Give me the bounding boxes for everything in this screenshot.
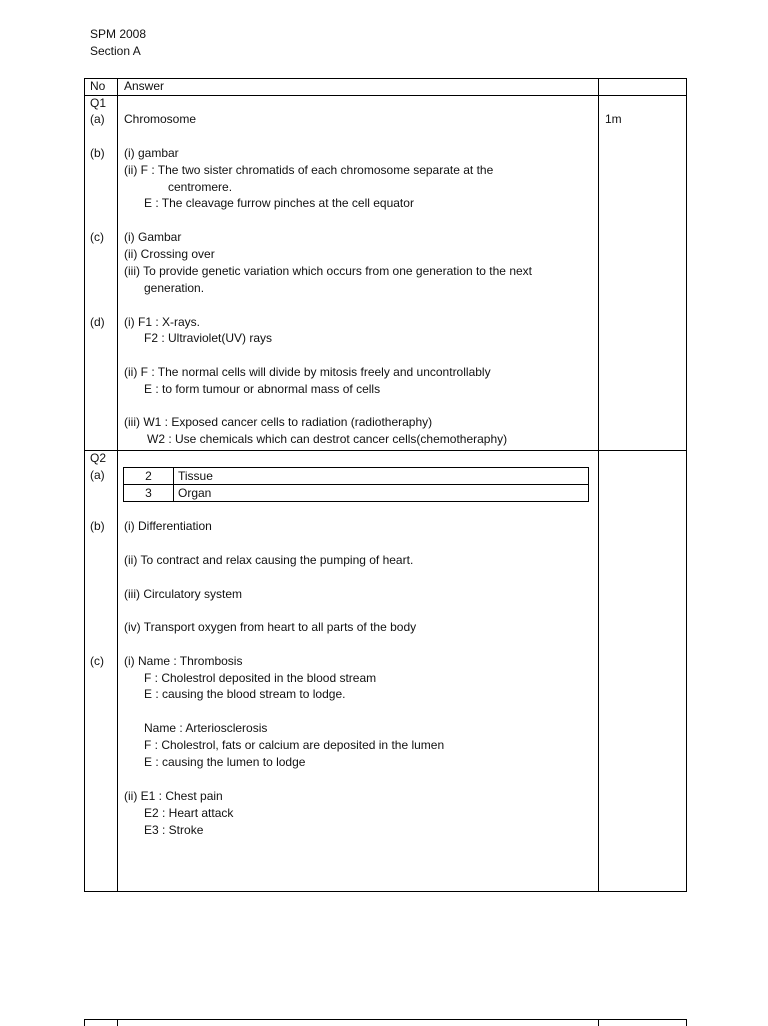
q1-c-label: (c) <box>90 230 104 244</box>
q1-b-line: E : The cleavage furrow pinches at the cell equator <box>144 196 414 210</box>
q2-c-line: (ii) E1 : Chest pain <box>124 789 223 803</box>
q1-c-line: (i) Gambar <box>124 230 182 244</box>
q2-c-line: (i) Name : Thrombosis <box>124 654 243 668</box>
q2-label: Q2 <box>90 451 107 465</box>
mini-table-text: Tissue <box>174 468 589 485</box>
q2-c-line: E2 : Heart attack <box>144 806 234 820</box>
q1-a-answer: Chromosome <box>124 112 197 126</box>
q1-b-line: centromere. <box>168 180 233 194</box>
q1-d-line: F2 : Ultraviolet(UV) rays <box>144 331 273 345</box>
q1-b-line: (i) gambar <box>124 146 179 160</box>
q1-c-line: (ii) Crossing over <box>124 247 215 261</box>
col-header-no: No <box>90 79 106 93</box>
q1-d-label: (d) <box>90 315 105 329</box>
section-title: Section A <box>90 44 141 58</box>
q2-b-line: (iv) Transport oxygen from heart to all parts of the body <box>124 620 417 634</box>
col-header-answer: Answer <box>124 79 165 93</box>
q1-b-label: (b) <box>90 146 105 160</box>
q2-c-line: F : Cholestrol deposited in the blood stream <box>144 671 377 685</box>
mini-table-number: 2 <box>124 468 174 485</box>
q1-label: Q1 <box>90 96 107 110</box>
q1-d-line: W2 : Use chemicals which can destrot cancer cells(chemotheraphy) <box>147 432 508 446</box>
q1-a-label: (a) <box>90 112 105 126</box>
q1-d-line: (iii) W1 : Exposed cancer cells to radiation (radiotheraphy) <box>124 415 433 429</box>
q2-c-line: Name : Arteriosclerosis <box>144 721 268 735</box>
next-table-edge <box>84 1019 687 1026</box>
q2-b-line: (ii) To contract and relax causing the pumping of heart. <box>124 553 414 567</box>
q2-c-line: E : causing the blood stream to lodge. <box>144 687 346 701</box>
table-row <box>124 468 589 485</box>
q2-b-label: (b) <box>90 519 105 533</box>
q2-a-mini-table <box>123 467 589 502</box>
q2-c-line: E3 : Stroke <box>144 823 204 837</box>
q2-c-line: E : causing the lumen to lodge <box>144 755 306 769</box>
q1-b-line: (ii) F : The two sister chromatids of each chromosome separate at the <box>124 163 494 177</box>
q1-d-line: (i) F1 : X-rays. <box>124 315 201 329</box>
q2-c-line: F : Cholestrol, fats or calcium are deposited in the lumen <box>144 738 445 752</box>
q2-b-line: (iii) Circulatory system <box>124 587 243 601</box>
mini-table-text: Organ <box>174 485 589 502</box>
q1-c-line: (iii) To provide genetic variation which occurs from one generation to the next <box>124 264 532 278</box>
mini-table-number: 3 <box>124 485 174 502</box>
table-row <box>124 485 589 502</box>
q1-a-mark: 1m <box>605 112 622 126</box>
q1-d-line: E : to form tumour or abnormal mass of cells <box>144 382 381 396</box>
q2-b-line: (i) Differentiation <box>124 519 212 533</box>
q1-c-line: generation. <box>144 281 205 295</box>
q2-a-label: (a) <box>90 468 105 482</box>
q1-d-line: (ii) F : The normal cells will divide by mitosis freely and uncontrollably <box>124 365 491 379</box>
q2-c-label: (c) <box>90 654 104 668</box>
doc-title: SPM 2008 <box>90 27 147 41</box>
